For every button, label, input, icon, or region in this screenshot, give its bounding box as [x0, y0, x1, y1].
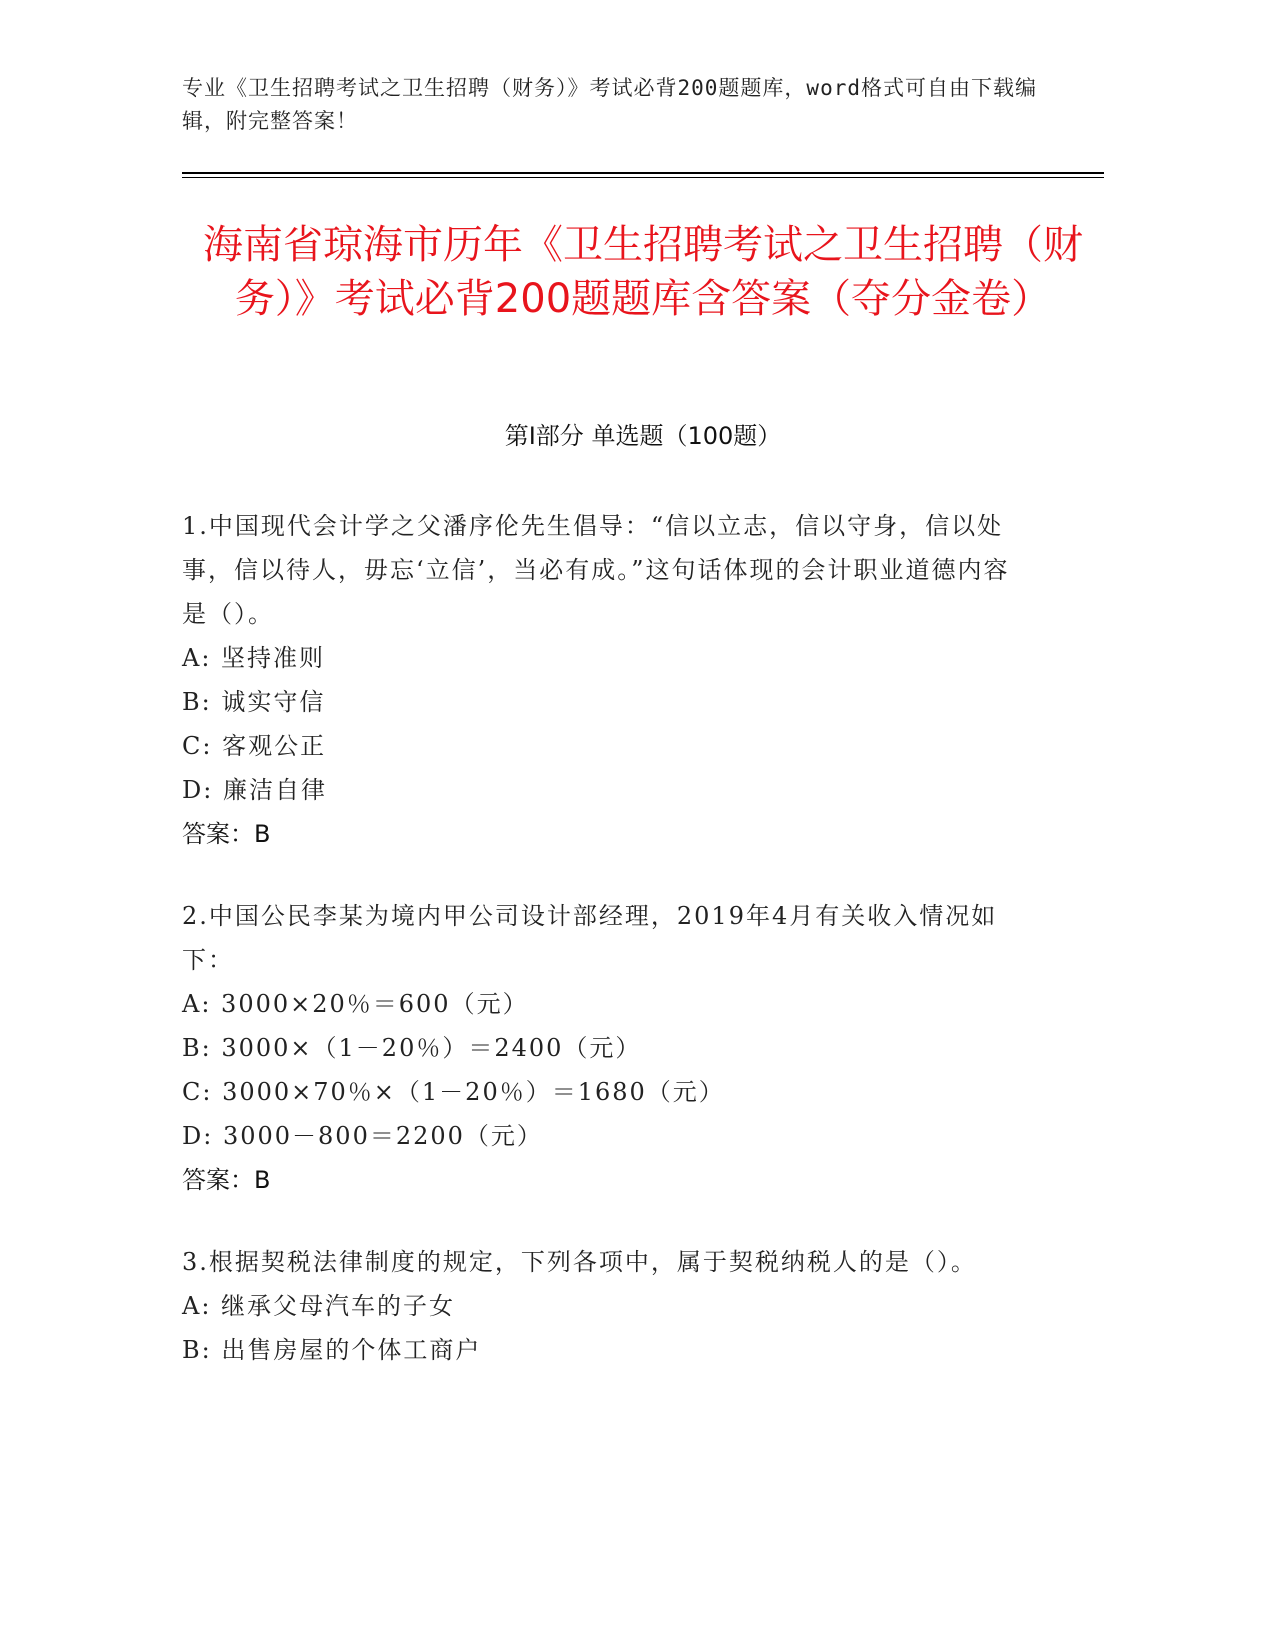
document-title: 海南省琼海市历年《卫生招聘考试之卫生招聘（财务）》考试必背200题题库含答案（夺分金卷） — [203, 222, 1083, 322]
option-a: A: 坚持准则 — [182, 644, 326, 672]
answer: 答案：B — [182, 1166, 271, 1194]
question-stem: 1.中国现代会计学之父潘序伦先生倡导：“信以立志，信以守身，信以处事，信以待人，毋忘‘立信’，当必有成。”这句话体现的会计职业道德内容是（）。 — [182, 512, 1010, 628]
option-b: B: 3000×（1－20％）＝2400（元） — [182, 1034, 642, 1062]
option-d: D: 3000－800＝2200（元） — [182, 1122, 543, 1150]
option-a: A: 3000×20％＝600（元） — [182, 990, 529, 1018]
question-1 — [182, 504, 1032, 856]
header-divider-thin — [182, 177, 1104, 178]
option-b: B: 出售房屋的个体工商户 — [182, 1336, 482, 1364]
option-a: A: 继承父母汽车的子女 — [182, 1292, 456, 1320]
header-note: 专业《卫生招聘考试之卫生招聘（财务）》考试必背200题题库，word格式可自由下载编辑，附完整答案！ — [182, 76, 1037, 133]
question-2 — [182, 894, 1032, 1202]
option-d: D: 廉洁自律 — [182, 776, 327, 804]
option-b: B: 诚实守信 — [182, 688, 326, 716]
answer: 答案：B — [182, 820, 271, 848]
question-3 — [182, 1240, 1032, 1372]
section-title: 第Ⅰ部分 单选题（100题） — [504, 422, 782, 450]
question-stem: 2.中国公民李某为境内甲公司设计部经理，2019年4月有关收入情况如下： — [182, 902, 998, 974]
option-c: C: 客观公正 — [182, 732, 327, 760]
question-stem: 3.根据契税法律制度的规定，下列各项中，属于契税纳税人的是（）。 — [182, 1248, 977, 1276]
option-c: C: 3000×70％×（1－20％）＝1680（元） — [182, 1078, 725, 1106]
header-divider-thick — [182, 172, 1104, 174]
